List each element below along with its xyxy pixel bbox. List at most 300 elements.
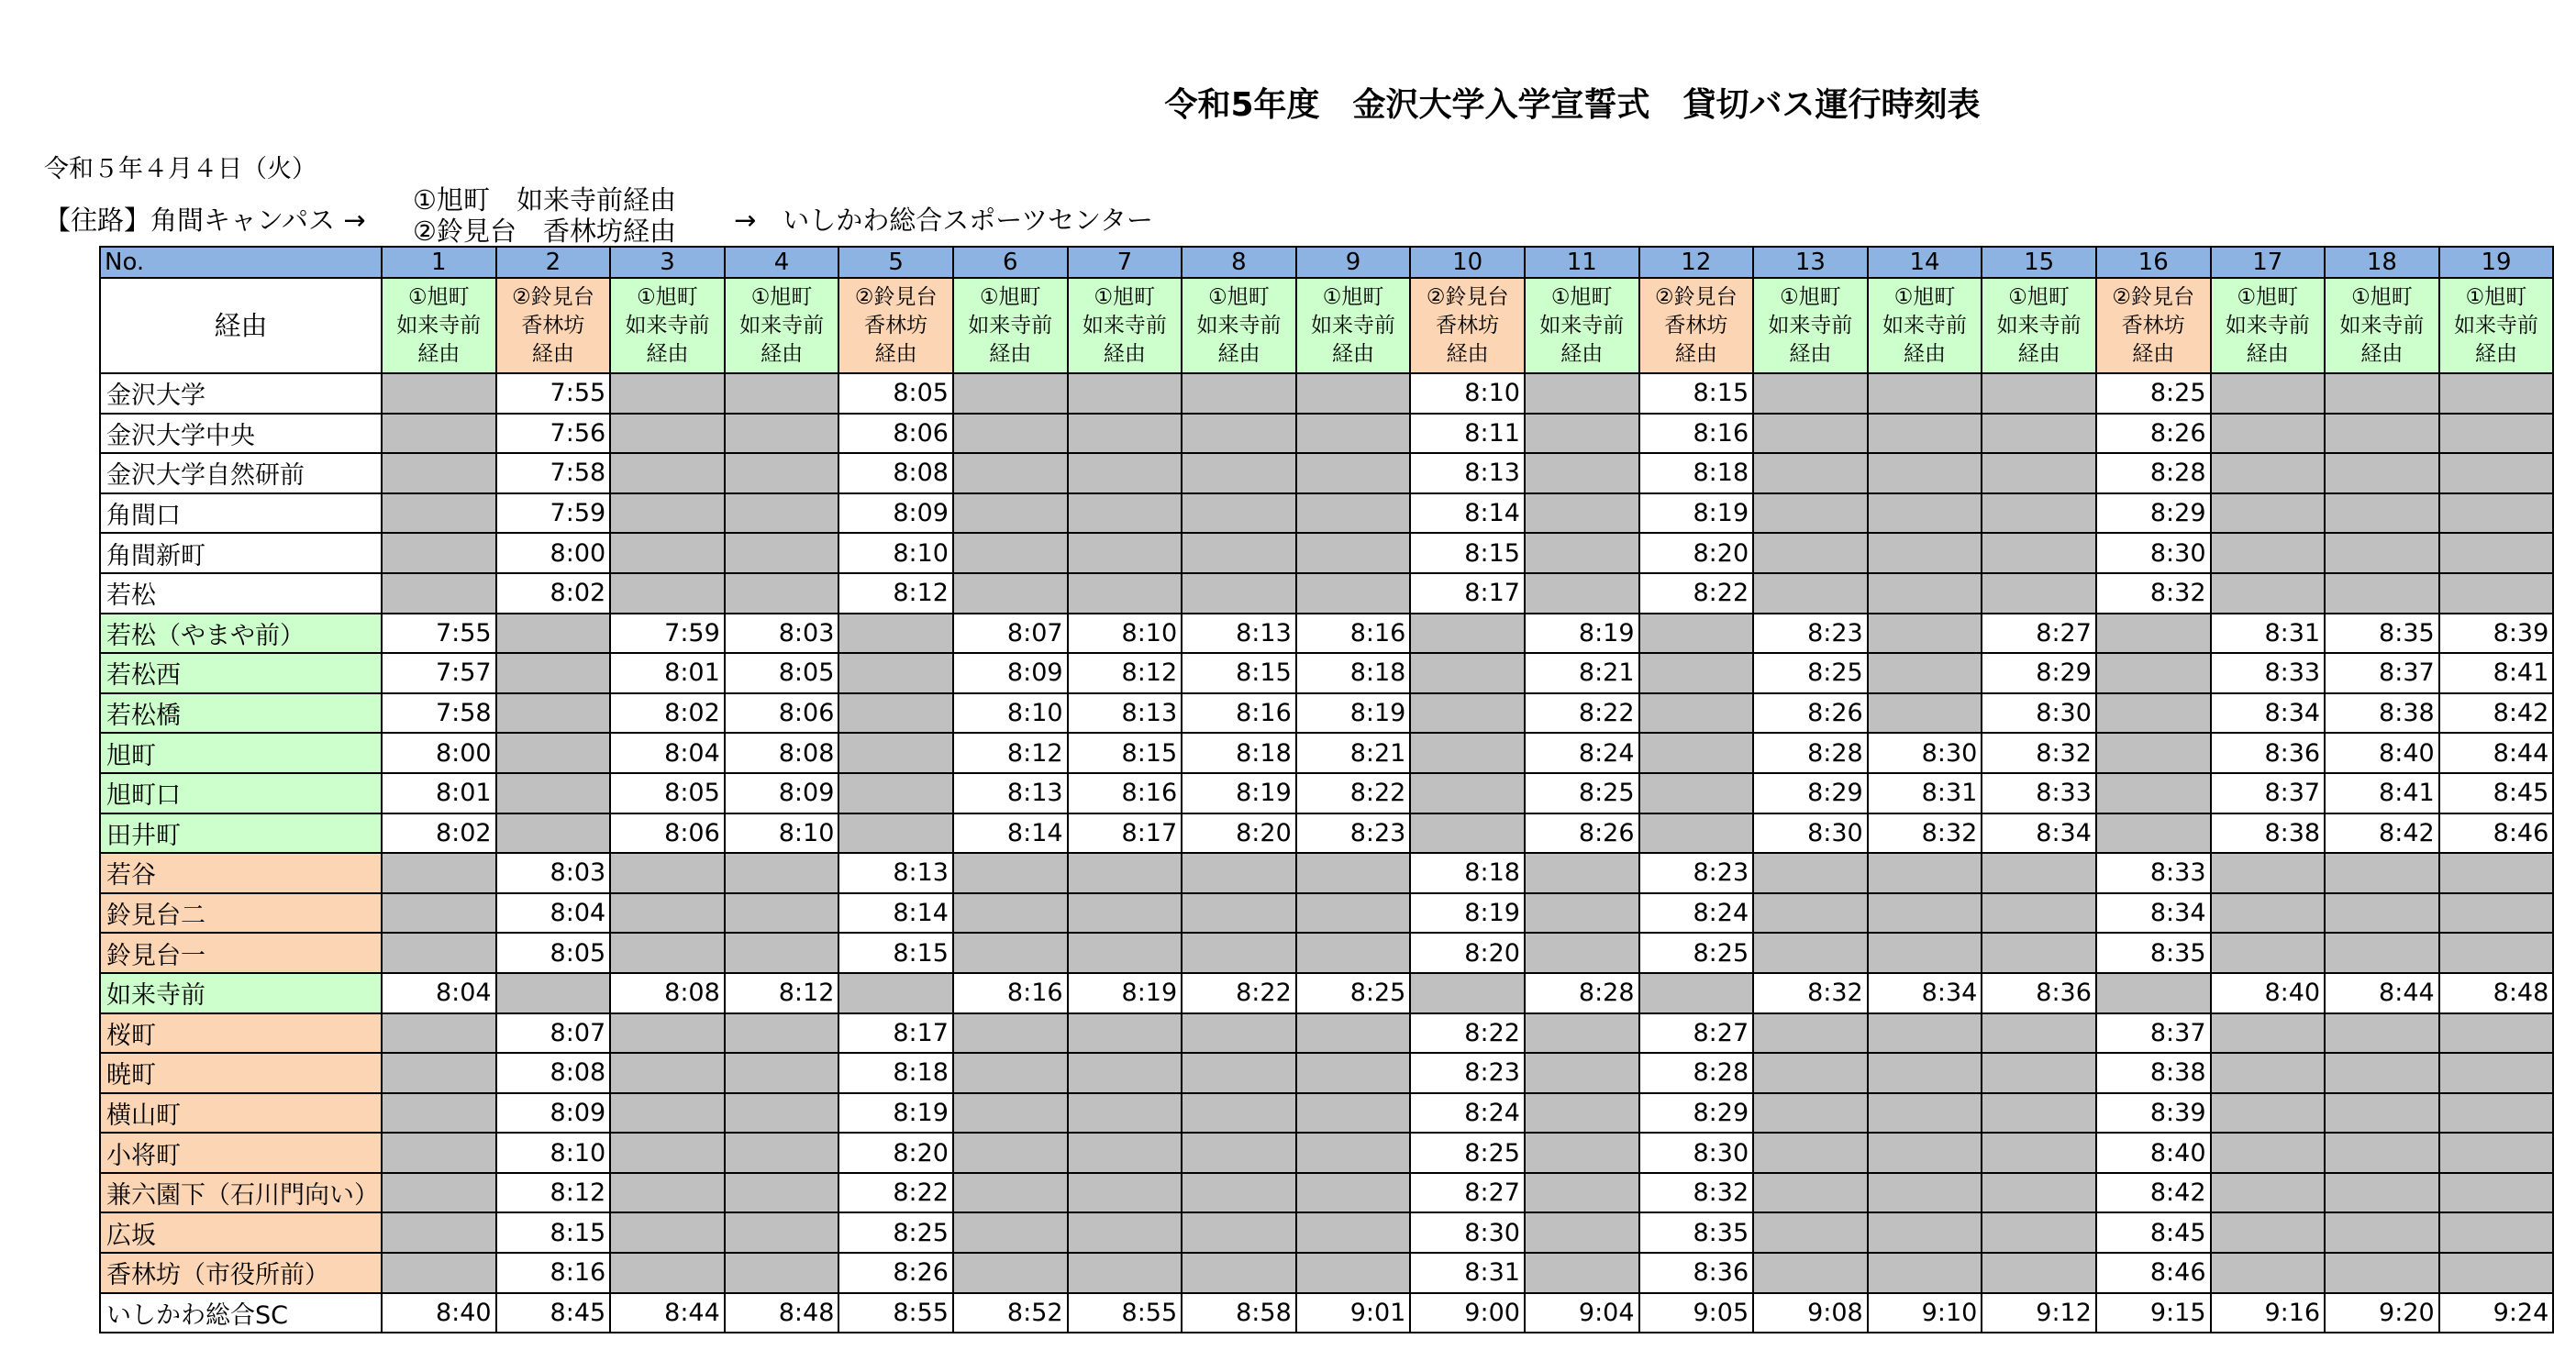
no-stop-cell xyxy=(1639,813,1754,854)
time-cell: 8:10 xyxy=(725,813,839,854)
stop-name: 横山町 xyxy=(100,1093,382,1134)
bus-number: 13 xyxy=(1753,247,1868,278)
no-stop-cell xyxy=(2439,1093,2554,1134)
time-cell: 8:06 xyxy=(725,693,839,734)
time-cell: 8:02 xyxy=(382,813,496,854)
no-stop-cell xyxy=(1982,493,2096,534)
time-cell: 8:16 xyxy=(1068,773,1183,813)
no-stop-cell xyxy=(1296,414,1411,454)
time-cell: 8:41 xyxy=(2439,653,2554,693)
route-cell-line: 如来寺前 xyxy=(2453,313,2538,337)
time-cell: 7:58 xyxy=(382,693,496,734)
table-row xyxy=(100,1253,2553,1293)
no-stop-cell xyxy=(2096,693,2211,734)
time-cell: 8:38 xyxy=(2096,1053,2211,1093)
stop-name: 小将町 xyxy=(100,1133,382,1173)
bus-number: 3 xyxy=(610,247,725,278)
no-stop-cell xyxy=(725,1253,839,1293)
no-stop-cell xyxy=(1410,773,1525,813)
bus-number: 7 xyxy=(1068,247,1183,278)
no-stop-cell xyxy=(1868,853,1982,893)
no-stop-cell xyxy=(725,893,839,934)
no-stop-cell xyxy=(1982,1253,2096,1293)
time-cell: 8:06 xyxy=(610,813,725,854)
no-stop-cell xyxy=(382,453,496,493)
no-stop-cell xyxy=(1068,453,1183,493)
no-stop-cell xyxy=(610,1093,725,1134)
route-cell-line: ①旭町 xyxy=(637,284,698,309)
route-cell-line: ②鈴見台 xyxy=(1655,284,1738,309)
no-stop-cell xyxy=(1753,1013,1868,1054)
no-stop-cell xyxy=(1296,1173,1411,1213)
time-cell: 8:24 xyxy=(1525,733,1639,773)
time-cell: 8:16 xyxy=(1639,414,1754,454)
time-cell: 8:40 xyxy=(2325,733,2439,773)
time-cell: 8:23 xyxy=(1753,614,1868,654)
no-stop-cell xyxy=(382,373,496,414)
no-stop-cell xyxy=(610,1053,725,1093)
time-cell: 8:19 xyxy=(1068,973,1183,1013)
time-cell: 8:19 xyxy=(1639,493,1754,534)
no-stop-cell xyxy=(1868,933,1982,973)
no-stop-cell xyxy=(2325,1053,2439,1093)
time-cell: 8:20 xyxy=(1410,933,1525,973)
page-title: 令和5年度 金沢大学入学宣誓式 貸切バス運行時刻表 xyxy=(1164,86,1981,124)
no-stop-cell xyxy=(2325,1013,2439,1054)
no-stop-cell xyxy=(2325,1253,2439,1293)
time-cell: 8:07 xyxy=(496,1013,611,1054)
stop-name: 金沢大学自然研前 xyxy=(100,453,382,493)
stop-name: 若谷 xyxy=(100,853,382,893)
no-stop-cell xyxy=(1068,493,1183,534)
no-stop-cell xyxy=(2325,1173,2439,1213)
no-stop-cell xyxy=(2211,1093,2326,1134)
stop-name: 若松西 xyxy=(100,653,382,693)
time-cell: 8:24 xyxy=(1639,893,1754,934)
bus-number: 16 xyxy=(2096,247,2211,278)
no-stop-cell xyxy=(1068,1212,1183,1253)
no-stop-cell xyxy=(1296,573,1411,614)
time-cell: 8:02 xyxy=(496,573,611,614)
time-cell: 8:40 xyxy=(2096,1133,2211,1173)
time-cell: 8:20 xyxy=(1639,533,1754,573)
no-stop-cell xyxy=(2211,573,2326,614)
no-stop-cell xyxy=(1296,533,1411,573)
no-stop-cell xyxy=(725,493,839,534)
time-cell: 8:12 xyxy=(1068,653,1183,693)
bus-number: 19 xyxy=(2439,247,2554,278)
time-cell: 8:26 xyxy=(1753,693,1868,734)
no-stop-cell xyxy=(2211,1133,2326,1173)
no-stop-cell xyxy=(1868,533,1982,573)
time-cell: 8:48 xyxy=(2439,973,2554,1013)
time-cell: 8:18 xyxy=(1410,853,1525,893)
no-stop-cell xyxy=(1982,853,2096,893)
no-stop-cell xyxy=(1525,1053,1639,1093)
no-stop-cell xyxy=(1525,1133,1639,1173)
no-stop-cell xyxy=(953,573,1068,614)
table-row xyxy=(100,1173,2553,1213)
no-stop-cell xyxy=(953,1093,1068,1134)
no-stop-cell xyxy=(1982,1133,2096,1173)
no-stop-cell xyxy=(953,1173,1068,1213)
no-stop-cell xyxy=(953,533,1068,573)
time-cell: 8:27 xyxy=(1639,1013,1754,1054)
no-stop-cell xyxy=(2211,533,2326,573)
no-stop-cell xyxy=(1868,1093,1982,1134)
time-cell: 8:42 xyxy=(2096,1173,2211,1213)
via-route-1: ①旭町 如来寺前経由 xyxy=(413,184,676,216)
table-row xyxy=(100,973,2553,1013)
time-cell: 8:03 xyxy=(496,853,611,893)
no-stop-cell xyxy=(1982,373,2096,414)
no-stop-cell xyxy=(2096,614,2211,654)
no-stop-cell xyxy=(1639,614,1754,654)
no-stop-cell xyxy=(1296,1013,1411,1054)
no-stop-cell xyxy=(1753,1133,1868,1173)
route-cell-line: ①旭町 xyxy=(1893,284,1956,309)
time-cell: 8:22 xyxy=(1525,693,1639,734)
time-cell: 8:35 xyxy=(2096,933,2211,973)
table-row xyxy=(100,533,2553,573)
time-cell: 8:25 xyxy=(1410,1133,1525,1173)
no-stop-cell xyxy=(1639,693,1754,734)
route-cell-line: ②鈴見台 xyxy=(1426,284,1509,309)
time-cell: 8:33 xyxy=(1982,773,2096,813)
time-cell: 8:17 xyxy=(1410,573,1525,614)
time-cell: 9:12 xyxy=(1982,1293,2096,1333)
time-cell: 8:22 xyxy=(1296,773,1411,813)
no-stop-cell xyxy=(1525,853,1639,893)
no-stop-cell xyxy=(1753,1093,1868,1134)
route-cell xyxy=(496,278,611,373)
no-stop-cell xyxy=(1182,453,1296,493)
no-stop-cell xyxy=(953,493,1068,534)
no-stop-cell xyxy=(2096,773,2211,813)
stop-name: 桜町 xyxy=(100,1013,382,1054)
no-stop-cell xyxy=(1868,573,1982,614)
no-stop-cell xyxy=(2439,373,2554,414)
time-cell: 8:45 xyxy=(2439,773,2554,813)
no-stop-cell xyxy=(382,933,496,973)
time-cell: 8:26 xyxy=(2096,414,2211,454)
no-stop-cell xyxy=(2211,933,2326,973)
route-cell xyxy=(382,278,496,373)
no-stop-cell xyxy=(1068,1253,1183,1293)
time-cell: 8:30 xyxy=(2096,533,2211,573)
time-cell: 8:10 xyxy=(1068,614,1183,654)
no-stop-cell xyxy=(1753,453,1868,493)
time-cell: 8:10 xyxy=(838,533,953,573)
route-cell xyxy=(1639,278,1754,373)
time-cell: 8:13 xyxy=(838,853,953,893)
no-stop-cell xyxy=(953,933,1068,973)
time-cell: 8:12 xyxy=(496,1173,611,1213)
time-cell: 8:39 xyxy=(2096,1093,2211,1134)
stop-name: 若松（やまや前） xyxy=(100,614,382,654)
stop-name: 角間口 xyxy=(100,493,382,534)
route-cell-line: 経由 xyxy=(646,341,689,366)
no-stop-cell xyxy=(2325,1212,2439,1253)
no-stop-cell xyxy=(1068,573,1183,614)
time-cell: 8:28 xyxy=(1525,973,1639,1013)
time-cell: 8:44 xyxy=(2325,973,2439,1013)
time-cell: 8:15 xyxy=(1068,733,1183,773)
time-cell: 8:35 xyxy=(1639,1212,1754,1253)
table-row xyxy=(100,373,2553,414)
table-row xyxy=(100,1013,2553,1054)
time-cell: 8:10 xyxy=(953,693,1068,734)
route-cell xyxy=(725,278,839,373)
no-stop-cell xyxy=(1525,1253,1639,1293)
stop-name: 若松橋 xyxy=(100,693,382,734)
no-stop-cell xyxy=(725,533,839,573)
no-stop-cell xyxy=(382,1053,496,1093)
no-stop-cell xyxy=(1753,414,1868,454)
no-stop-cell xyxy=(1982,1053,2096,1093)
route-cell xyxy=(1296,278,1411,373)
time-cell: 8:45 xyxy=(2096,1212,2211,1253)
route-cell-line: 経由 xyxy=(1217,341,1260,366)
time-cell: 8:15 xyxy=(838,933,953,973)
no-stop-cell xyxy=(838,733,953,773)
time-cell: 8:37 xyxy=(2325,653,2439,693)
route-cell-line: ①旭町 xyxy=(750,284,813,309)
time-cell: 8:00 xyxy=(382,733,496,773)
no-stop-cell xyxy=(610,1173,725,1213)
no-stop-cell xyxy=(1982,1093,2096,1134)
time-cell: 8:34 xyxy=(2211,693,2326,734)
no-stop-cell xyxy=(725,1013,839,1054)
table-row xyxy=(100,733,2553,773)
time-cell: 8:17 xyxy=(1068,813,1183,854)
no-stop-cell xyxy=(496,614,611,654)
route-cell xyxy=(1410,278,1525,373)
time-cell: 8:37 xyxy=(2211,773,2326,813)
time-cell: 8:16 xyxy=(953,973,1068,1013)
no-stop-cell xyxy=(838,614,953,654)
time-cell: 8:10 xyxy=(1410,373,1525,414)
time-cell: 8:09 xyxy=(838,493,953,534)
stop-name: 暁町 xyxy=(100,1053,382,1093)
no-stop-cell xyxy=(2211,493,2326,534)
no-stop-cell xyxy=(725,1093,839,1134)
no-stop-cell xyxy=(1068,853,1183,893)
route-cell-line: 如来寺前 xyxy=(2225,313,2310,337)
route-cell-line: 経由 xyxy=(1674,341,1717,366)
no-stop-cell xyxy=(382,493,496,534)
time-cell: 8:14 xyxy=(838,893,953,934)
no-stop-cell xyxy=(1868,1013,1982,1054)
no-stop-cell xyxy=(2439,493,2554,534)
no-stop-cell xyxy=(2439,533,2554,573)
stop-name: 旭町口 xyxy=(100,773,382,813)
no-stop-cell xyxy=(1982,933,2096,973)
route-direction-label: 【往路】角間キャンパス → xyxy=(44,205,366,236)
time-cell: 8:22 xyxy=(1182,973,1296,1013)
no-stop-cell xyxy=(610,1013,725,1054)
time-cell: 8:18 xyxy=(1296,653,1411,693)
time-cell: 8:34 xyxy=(1868,973,1982,1013)
time-cell: 8:16 xyxy=(1182,693,1296,734)
time-cell: 8:28 xyxy=(1753,733,1868,773)
time-cell: 8:32 xyxy=(1868,813,1982,854)
route-cell xyxy=(953,278,1068,373)
time-cell: 8:42 xyxy=(2439,693,2554,734)
time-cell: 8:33 xyxy=(2096,853,2211,893)
route-cell-line: 香林坊 xyxy=(864,313,928,337)
time-cell: 8:31 xyxy=(1868,773,1982,813)
no-stop-cell xyxy=(610,1253,725,1293)
no-stop-cell xyxy=(2325,493,2439,534)
time-cell: 8:09 xyxy=(725,773,839,813)
no-stop-cell xyxy=(1068,893,1183,934)
no-stop-cell xyxy=(382,1253,496,1293)
no-stop-cell xyxy=(953,373,1068,414)
bus-number: 18 xyxy=(2325,247,2439,278)
time-cell: 8:25 xyxy=(1525,773,1639,813)
time-cell: 8:31 xyxy=(1410,1253,1525,1293)
no-stop-cell xyxy=(2439,1173,2554,1213)
time-cell: 8:29 xyxy=(1639,1093,1754,1134)
no-stop-cell xyxy=(1525,1212,1639,1253)
time-cell: 8:40 xyxy=(2211,973,2326,1013)
no-stop-cell xyxy=(1525,893,1639,934)
time-cell: 8:36 xyxy=(1982,973,2096,1013)
time-cell: 8:13 xyxy=(1068,693,1183,734)
route-cell-line: 経由 xyxy=(1332,341,1375,366)
time-cell: 8:13 xyxy=(1182,614,1296,654)
time-cell: 7:56 xyxy=(496,414,611,454)
route-cell xyxy=(1753,278,1868,373)
stop-name: 若松 xyxy=(100,573,382,614)
no-stop-cell xyxy=(1182,1093,1296,1134)
no-stop-cell xyxy=(1068,373,1183,414)
time-cell: 8:32 xyxy=(1982,733,2096,773)
no-stop-cell xyxy=(382,1212,496,1253)
no-stop-cell xyxy=(953,1212,1068,1253)
no-stop-cell xyxy=(725,414,839,454)
no-stop-cell xyxy=(2439,1253,2554,1293)
route-cell-line: ①旭町 xyxy=(2008,284,2070,309)
no-stop-cell xyxy=(382,1093,496,1134)
time-cell: 8:23 xyxy=(1639,853,1754,893)
route-cell-line: 香林坊 xyxy=(2121,313,2185,337)
time-cell: 8:05 xyxy=(496,933,611,973)
time-cell: 8:07 xyxy=(953,614,1068,654)
time-cell: 8:06 xyxy=(838,414,953,454)
no-stop-cell xyxy=(2211,853,2326,893)
time-cell: 8:29 xyxy=(1753,773,1868,813)
no-stop-cell xyxy=(2325,453,2439,493)
no-stop-cell xyxy=(2211,893,2326,934)
no-stop-cell xyxy=(1868,493,1982,534)
no-stop-cell xyxy=(2439,1013,2554,1054)
time-cell: 8:04 xyxy=(382,973,496,1013)
bus-number: 5 xyxy=(838,247,953,278)
no-stop-cell xyxy=(496,773,611,813)
no-stop-cell xyxy=(2096,973,2211,1013)
route-cell-line: ①旭町 xyxy=(2237,284,2299,309)
no-stop-cell xyxy=(953,1133,1068,1173)
time-cell: 8:42 xyxy=(2325,813,2439,854)
route-cell-line: ②鈴見台 xyxy=(512,284,594,309)
route-cell xyxy=(2211,278,2326,373)
time-cell: 8:25 xyxy=(2096,373,2211,414)
no-stop-cell xyxy=(382,1133,496,1173)
time-cell: 8:05 xyxy=(838,373,953,414)
time-cell: 8:08 xyxy=(725,733,839,773)
time-cell: 8:09 xyxy=(953,653,1068,693)
no-stop-cell xyxy=(382,573,496,614)
time-cell: 8:33 xyxy=(2211,653,2326,693)
no-stop-cell xyxy=(1410,813,1525,854)
no-stop-cell xyxy=(1868,653,1982,693)
time-cell: 8:22 xyxy=(838,1173,953,1213)
no-stop-cell xyxy=(610,573,725,614)
no-stop-cell xyxy=(725,853,839,893)
no-stop-cell xyxy=(1982,573,2096,614)
time-cell: 8:13 xyxy=(1410,453,1525,493)
no-stop-cell xyxy=(1525,573,1639,614)
via-header-label: 経由 xyxy=(100,278,382,373)
no-stop-cell xyxy=(953,1253,1068,1293)
timetable-body xyxy=(100,373,2553,1333)
time-cell: 8:30 xyxy=(1982,693,2096,734)
time-cell: 8:12 xyxy=(838,573,953,614)
no-stop-cell xyxy=(496,733,611,773)
no-stop-cell xyxy=(1868,414,1982,454)
stop-name: 旭町 xyxy=(100,733,382,773)
no-stop-cell xyxy=(953,414,1068,454)
route-cell-line: 香林坊 xyxy=(1436,313,1500,337)
no-stop-cell xyxy=(1868,693,1982,734)
no-stop-cell xyxy=(1182,853,1296,893)
no-stop-cell xyxy=(1982,1013,2096,1054)
table-row xyxy=(100,653,2553,693)
no-stop-cell xyxy=(1068,933,1183,973)
bus-number: 12 xyxy=(1639,247,1754,278)
no-stop-cell xyxy=(1182,533,1296,573)
no-stop-cell xyxy=(953,1013,1068,1054)
no-stop-cell xyxy=(953,1053,1068,1093)
time-cell: 8:15 xyxy=(496,1212,611,1253)
route-cell xyxy=(2439,278,2554,373)
time-cell: 8:05 xyxy=(725,653,839,693)
route-destination: → いしかわ総合スポーツセンター xyxy=(734,205,1153,236)
stop-name: いしかわ総合SC xyxy=(100,1293,382,1333)
no-stop-cell xyxy=(1296,373,1411,414)
time-cell: 8:26 xyxy=(1525,813,1639,854)
route-cell-line: ①旭町 xyxy=(407,284,470,309)
time-cell: 7:57 xyxy=(382,653,496,693)
no-stop-cell xyxy=(725,1173,839,1213)
no-stop-cell xyxy=(2211,1253,2326,1293)
time-cell: 8:25 xyxy=(1753,653,1868,693)
no-stop-cell xyxy=(382,533,496,573)
bus-number: 17 xyxy=(2211,247,2326,278)
table-row xyxy=(100,813,2553,854)
time-cell: 9:05 xyxy=(1639,1293,1754,1333)
no-stop-cell xyxy=(2211,453,2326,493)
bus-number: 8 xyxy=(1182,247,1296,278)
route-cell xyxy=(2096,278,2211,373)
time-cell: 8:17 xyxy=(838,1013,953,1054)
time-cell: 8:12 xyxy=(725,973,839,1013)
stop-name: 広坂 xyxy=(100,1212,382,1253)
time-cell: 8:01 xyxy=(610,653,725,693)
stop-name: 香林坊（市役所前） xyxy=(100,1253,382,1293)
